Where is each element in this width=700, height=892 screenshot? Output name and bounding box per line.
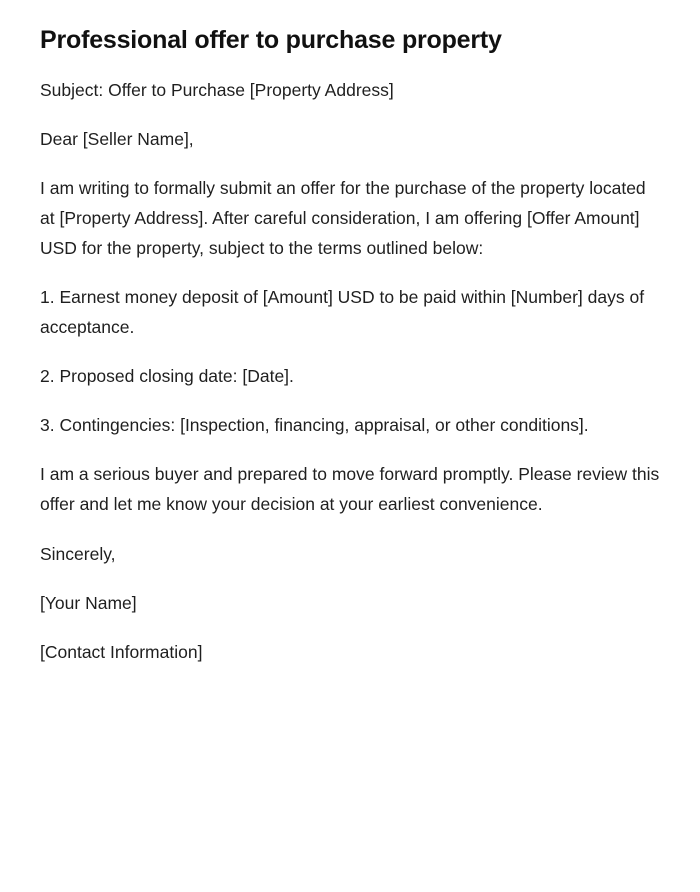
paragraph-salutation: Dear [Seller Name], xyxy=(40,128,194,149)
paragraph-intro: I am writing to formally submit an offer for the purchase of the property located at [Property Address]. After careful consideration, I am offering [Offer Amount] USD for the property, subject to the terms outlined below: xyxy=(40,177,646,258)
paragraph-subject: Subject: Offer to Purchase [Property Address] xyxy=(40,79,394,100)
paragraph-contact-info: [Contact Information] xyxy=(40,641,203,662)
page-title: Professional offer to purchase property xyxy=(40,26,502,54)
paragraph-term-2: 2. Proposed closing date: [Date]. xyxy=(40,366,294,387)
paragraph-term-3: 3. Contingencies: [Inspection, financing, appraisal, or other conditions]. xyxy=(40,415,589,436)
paragraph-term-1: 1. Earnest money deposit of [Amount] USD to be paid within [Number] days of acceptance. xyxy=(40,286,645,338)
paragraph-closing: I am a serious buyer and prepared to move forward promptly. Please review this offer and let me know your decision at your earliest convenience. xyxy=(40,464,660,515)
paragraph-signoff: Sincerely, xyxy=(40,543,116,564)
paragraph-sender-name: [Your Name] xyxy=(40,592,137,613)
